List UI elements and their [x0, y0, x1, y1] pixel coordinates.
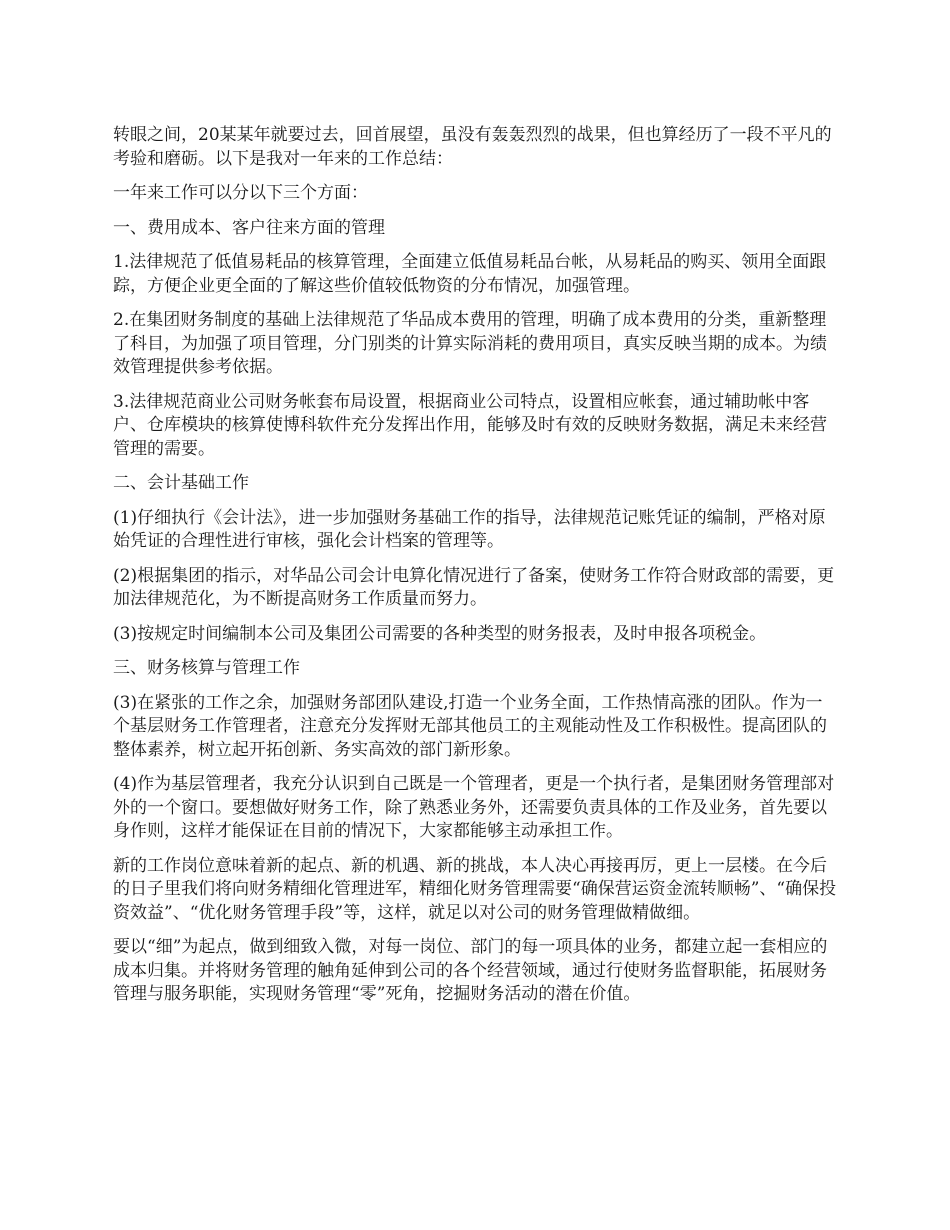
section-heading-3: 三、财务核算与管理工作	[113, 658, 300, 678]
closing-paragraph-2: 要以“细”为起点，做到细致入微，对每一岗位、部门的每一项具体的业务，都建立起一套相应的成本归集。并将财务管理的触角延伸到公司的各个经营领域，通过行使财务监督职能，拓展财务管理与服务职能，实现财务管理“零”死角，挖掘财务活动的潜在价值。	[113, 937, 828, 1004]
item-paragraph-3-1: (3)在紧张的工作之余，加强财务部团队建设,打造一个业务全面，工作热情高涨的团队。作为一个基层财务工作管理者，注意充分发挥财无部其他员工的主观能动性及工作积极性。提高团队的整体素养，树立起开拓创新、务实高效的部门新形象。	[113, 692, 827, 760]
item-paragraph-2-2: (2)根据集团的指示，对华品公司会计电算化情况进行了备案，使财务工作符合财政部的需要，更加法律规范化，为不断提高财务工作质量而努力。	[113, 565, 835, 609]
section-heading-1: 一、费用成本、客户往来方面的管理	[113, 217, 385, 238]
item-paragraph-2-3: (3)按规定时间编制本公司及集团公司需要的各种类型的财务报表，及时申报各项税金。	[113, 623, 767, 644]
document-body	[113, 124, 837, 1018]
closing-paragraph-1: 新的工作岗位意味着新的起点、新的机遇、新的挑战，本人决心再接再厉，更上一层楼。在今后的日子里我们将向财务精细化管理进军，精细化财务管理需要“确保营运资金流转顺畅”、“确保投资效益”、“优化财务管理手段”等，这样，就足以对公司的财务管理做精做细。	[113, 855, 837, 923]
item-paragraph-1-2: 2.在集团财务制度的基础上法律规范了华品成本费用的管理，明确了成本费用的分类，重新整理了科目，为加强了项目管理，分门别类的计算实际消耗的费用项目，真实反映当期的成本。为绩效管理提供参考依据。	[113, 310, 827, 377]
item-paragraph-2-1: (1)仔细执行《会计法》，进一步加强财务基础工作的指导，法律规范记账凭证的编制，严格对原始凭证的合理性进行审核，强化会计档案的管理等。	[113, 507, 826, 551]
item-paragraph-1-1: 1.法律规范了低值易耗品的核算管理，全面建立低值易耗品台帐，从易耗品的购买、领用全面跟踪，方便企业更全面的了解这些价值较低物资的分布情况，加强管理。	[113, 252, 827, 296]
item-paragraph-1-3: 3.法律规范商业公司财务帐套布局设置，根据商业公司特点，设置相应帐套，通过辅助帐中客户、仓库模块的核算使博科软件充分发挥出作用，能够及时有效的反映财务数据，满足未来经营管理的需要。	[113, 391, 827, 459]
overview-paragraph: 一年来工作可以分以下三个方面：	[113, 183, 368, 203]
section-heading-2: 二、会计基础工作	[113, 473, 249, 493]
item-paragraph-3-2: (4)作为基层管理者，我充分认识到自己既是一个管理者，更是一个执行者，是集团财务管理部对外的一个窗口。要想做好财务工作，除了熟悉业务外，还需要负责具体的工作及业务，首先要以身作则，这样才能保证在目前的情况下，大家都能够主动承担工作。	[113, 774, 835, 841]
intro-paragraph: 转眼之间，20某某年就要过去，回首展望，虽没有轰轰烈烈的战果，但也算经历了一段不平凡的考验和磨砺。以下是我对一年来的工作总结：	[113, 125, 832, 169]
